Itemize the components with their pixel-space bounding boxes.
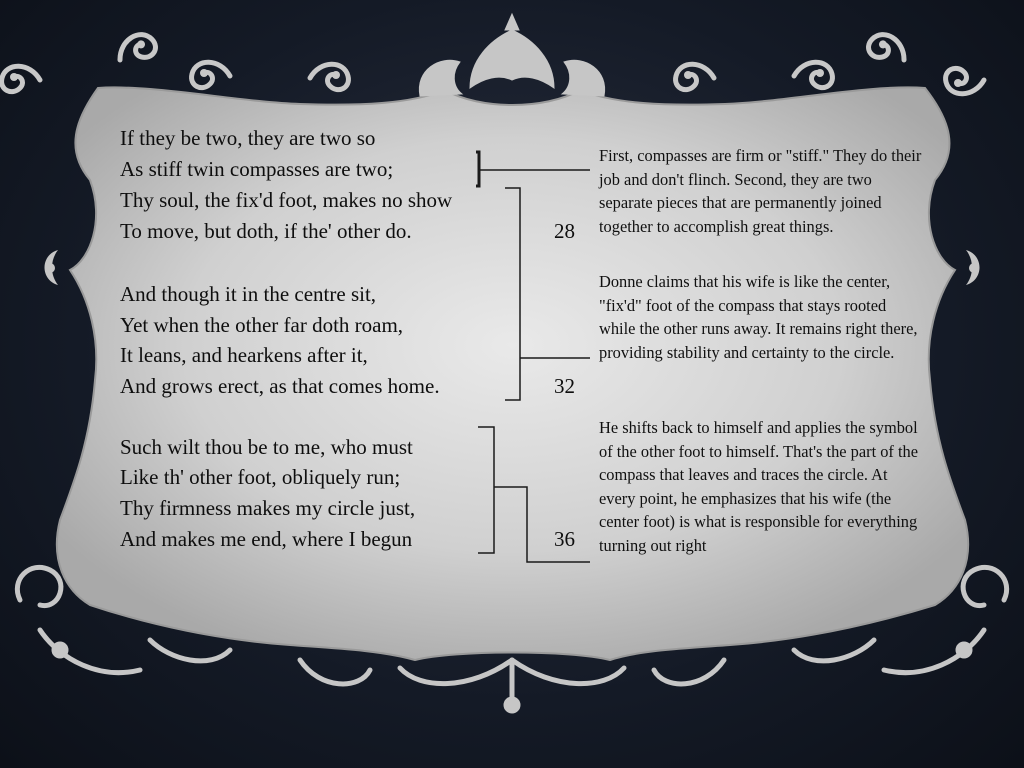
annotation-compasses: First, compasses are firm or "stiff." They do their job and don't flinch. Second, they are two separate pieces that are permanently joined together to accomplish great things. bbox=[599, 146, 922, 236]
poem-line: And though it in the centre sit, bbox=[120, 282, 377, 306]
line-number: 28 bbox=[554, 219, 575, 243]
top-ornament bbox=[419, 14, 604, 96]
poem-line: If they be two, they are two so bbox=[120, 126, 376, 150]
poem-line: To move, but doth, if the' other do. bbox=[120, 219, 412, 243]
poem-line: And grows erect, as that comes home. bbox=[120, 374, 440, 398]
poem-line: Yet when the other far doth roam, bbox=[120, 313, 404, 337]
side-right-ornament bbox=[966, 250, 980, 285]
poem-line: Like th' other foot, obliquely run; bbox=[120, 465, 401, 489]
line-number: 36 bbox=[554, 527, 575, 551]
poem-line: Thy soul, the fix'd foot, makes no show bbox=[120, 188, 453, 212]
poem-line: Such wilt thou be to me, who must bbox=[120, 435, 413, 459]
annotation-other-foot: He shifts back to himself and applies the symbol of the other foot to himself. That's the part of the compass that leaves and traces the circle. At every point, he emphasizes that his wife (the center foot) is what is responsible for everything turning out right bbox=[599, 418, 919, 555]
side-left-ornament bbox=[45, 250, 59, 285]
bottom-center-ornament bbox=[300, 660, 724, 711]
poem-line: As stiff twin compasses are two; bbox=[120, 157, 394, 181]
line-number: 32 bbox=[554, 374, 575, 398]
poem-line: And makes me end, where I begun bbox=[120, 527, 413, 551]
top-left-ornament bbox=[2, 29, 349, 92]
poem-line: It leans, and hearkens after it, bbox=[120, 343, 368, 367]
poem-line: Thy firmness makes my circle just, bbox=[120, 496, 416, 520]
top-right-ornament bbox=[676, 29, 984, 94]
annotation-wife-center: Donne claims that his wife is like the center, "fix'd" foot of the compass that stays rooted while the other runs away. It remains right there, providing stability and certainty to the circle. bbox=[599, 272, 918, 362]
